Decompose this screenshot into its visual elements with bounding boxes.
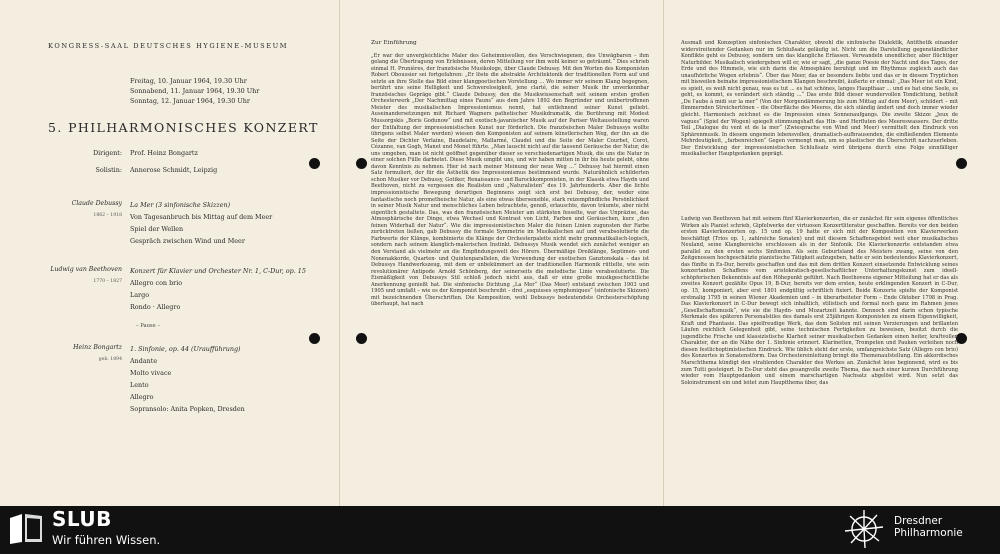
movement: Molto vivace	[130, 369, 172, 377]
movement: Allegro	[130, 393, 154, 401]
beethoven-column	[681, 216, 958, 492]
work-title: Konzert für Klavier und Orchester Nr. 1, C-Dur, op. 15	[130, 267, 306, 275]
program-list	[40, 199, 320, 415]
concert-title: 5. PHILHARMONISCHES KONZERT	[48, 120, 319, 135]
intro-heading: Zur Einführung	[371, 40, 417, 46]
slub-brand: SLUB	[52, 507, 112, 531]
composer-name: Heinz Bongartz	[73, 344, 122, 351]
work-block	[40, 343, 320, 415]
work-block	[40, 265, 320, 313]
movement: Gespräch zwischen Wind und Meer	[130, 237, 245, 245]
philharmonie-logo-icon	[843, 508, 885, 550]
philharmonie-line2: Philharmonie	[894, 526, 963, 539]
punch-hole	[356, 158, 367, 169]
work-title: La Mer (3 sinfonische Skizzen)	[130, 201, 231, 209]
intro-text: „Er war der unvergleichliche Maler des Geheimnisvollen, des Verschwiegenen, des Unwägbaren – ihm gelang die Übertragung von Erlebnissen, deren Mitteilung vor ihm wohl keiner so geträumt.“ Dies schrieb einmal H. Prunières, der französische Musikologe, über Claude Debussy. Mit den Worten des Komponisten Robert Oboussier sei fortgefahren: „Er löste die abstrakte Architektonik der traditionellen Form auf und setzte an ihre Stelle das Bild einer klangpoetischen Vorstellung ... Wo immer wir seinem Klang begegnen, berührt uns seine Helligkeit und Schwerelosigkeit, jene clarté, die seiner Musik ihr unverkennbar französisches Gepräge gibt.“ Claude Debussy, den die Musikwissenschaft seit seinem ersten großen Orchesterwerk „Der Nachmittag eines Fauns“ aus dem Jahre 1892 den Begründer und unübertroffenen Meister des musikalischen Impressionismus nennt, hat entlehnend seiner Kunst geliebt. Auseinandersetzungen mit Richard Wagners pathetischer Musikdramatik, die Berührung mit Modest Mussorgskis „Boris Godunow“ und mit exotisch-javanischer Musik auf der Pariser Weltausstellung waren der Entfaltung der impressionistischen Kunst nur förderlich. Die französischen Maler Debussys wollte übrigens selbst Maler werden) wiesen den Komponisten auf seinem künstlerischen Weg, der ihn an die Seite der Dichter Verlaine, Baudelaire, Mallarmé, Claudel und die Seite der Maler Courbet, Corot, Cézanne, van Gogh, Manet und Monet führte. „Man lauscht nicht auf die tausend Geräusche der Natur, die uns umgeben, man ist nicht geöffnet gegenüber dieser so verschiedenartigen Musik, die uns die Natur in einer solchen Fülle darbietet. Diese Musik umgibt uns, und wir haben mitten in ihr bis heute gelebt, ohne davon Kenntnis zu nehmen. Hier ist nach meiner Meinung der neue Weg ...“ Debussy hat hiermit einen Satz formuliert, der für die Ästhetik des Impressionismus bestimmend wurde. Naturähnlich schilderten schon Musiker vor Debussy, Gotiker, Renaissance- und Barockkomponisten, in der Klassik etwa Haydn und Beethoven, nicht zu vergessen die Realisten und „Naturalisten“ des 19. Jahrhunderts. Aber die lichte impressionistische Bewegung derartigen Beginnens zeigt sich erst bei Debussy, der, weder eine fantastische noch prometheische Natur, als eine etwas übersensible, stark reizempfindliche Persönlichkeit in seiner Musik Natur und menschliches Leben betrachtete, genoß, erlauschte, davon träumte, aber nicht eigentlich gestaltete. Das, was den französischen Meister am stärksten fesselte, war das Unpräzise, das Atmosphärische der Dinge, etwa Wechsel und Kontrast von Licht, Farben und Geräuschen, kurz „den feinen Widerhall der Natur“. Wie die impressionistischen Maler die feinen Linien zugunsten der Farbe zurücktreten ließen, gab Debussy die formale Symmetrie im Musikalischen auf und verabsolutierte die Farbwerte der Klänge, kombinierte die Klänge der Orchesterpalette nicht mehr grammatikalisch-logisch, sondern nach seinem klanglich-malerischen Instinkt. Debussys Musik wendet sich zunächst weniger an den Verstand als vielmehr an die Empfindungswelt des Hörers. Übermäßige Dreiklänge, Septimen- und Nonenakkorde, Quarten- und Quintenparallelen, die Verwendung der exotischen Ganztonskala – das ist Debussys Handwerkszeug, mit dem er unbekümmert an der traditionellen Harmonik rüttelte, wie sein revolutionärer Antipode Arnold Schönberg, der seinerseits die melodische Linie verabsolutierte. Die Eismäßigkeit von Debussys Stil schloß jedoch nicht aus, daß er eine große musikgeschichtliche Anerkennung genießt hat. Die sinfonische Dichtung „La Mer“ (Das Meer) entstand zwischen 1903 und 1905 und umfaßt – wie es der Komponist beschreibt – drei „esquisses symphoniques“ (sinfonische Skizzen) mit bezeichnenden Überschriften. Die Komposition, wohl Debussys bedeutendste Orchesterschöpfung überhaupt, hat nach	[371, 52, 649, 308]
movement: Spiel der Wellen	[130, 225, 184, 233]
conductor-row	[40, 149, 320, 157]
composer-name: Claude Debussy	[71, 200, 122, 207]
date-line: Sonntag, 12. Januar 1964, 19.30 Uhr	[130, 97, 250, 105]
beethoven-text: Ludwig van Beethoven hat mit seinem fünf Klavierkonzerten, die er zunächst für sein eigenes öffentliches Wirken als Pianist schrieb, Gipfelwerke der virtuosen Konzertliteratur geschaffen. Bereits vor den beiden ersten Klavierkonzerten op. 15 und op. 19 hatte er sich mit der Komposition von Klavierwerken beschäftigt (Trios op. 1, zahlreiche Sonaten) und mit diesem Schaffensgebiet weit eher musikalisches Neuland, seine Klangbereiche erschlossen als in der Sinfonik. Die Klavierkonzerte entstanden etwa parallel zu den ersten sechs Sinfonien. Als sein Geburtsland des Meisters zwang, seine von den Zeitgenossen hochgeschätzte pianistische Tätigkeit aufzugeben, hatte er sein bedeutendes Klavierkonzert, das fünfte in Es-Dur, bereits geschaffen und das mit dem dritten Konzert einsetzende Entwicklung seines konzertanten Schaffens vom aristokratisch-gesellschaftlicher Unterhaltungskunst zum ideell-schöpferischen Bekenntnis auf den Höhepunkt geführt. Nach Beethovens eigener Mitteilung hat er das als zweites Konzert gezählte Opus 19, B-Dur, bereits vor dem ersten, heute erklingenden Konzert in C-Dur, op. 15, komponiert, aber erst 1801 endgültig schriftlich fixiert. Beide Konzerte spielte der Komponist erstmalig 1795 in seinen Wiener Akademien und – in überarbeiteter Form – Ende Oktober 1798 in Prag. Das Klavierkonzert in C-Dur bewegt sich inhaltlich, stilistisch und formal noch ganz im Rahmen jenes „Gesellschaftsmusik“, wie sie die Haydn- und Mozartzeit kannte. Dennoch sind darin schon typische Merkmale des späteren Personalstiles des damals erst 25jährigen Komponisten zu einem Eigenwilligkeit, Kraft und Phantasie. Das spielfreudige Werk, das dem Solisten mit seinen Verzierungen und brillanten Läufen reichlich Gelegenheit gibt, seine technischen Fertigkeiten zu beweisen, besitzt durch die jugendliche Frische und klassizistische Klarheit seiner musikalischen Gedanken einen heiter, kraftvollen Charakter, der an die Nähe der 1. Sinfonie erinnert. Klarinetten, Trompeten und Pauken verleihen noch diesen festlichoptimistischen Eindruck. Wie üblich steht der erste, umfangreichste Satz (Allegro con brio) des Konzertes in Sonatenstform. Das Orchestereinleitung bringt die Themenaufstellung. Ein akkordisches Marschthema kündigt den strahlenden Charakter des Werkes an. Zunächst leise beginnend, wird es bis zum Tutti gesteigert. In Es-Dur steht das gesangvolle zweite Thema, das nach einer kurzen Durchführung wieder vom Hauptgedanken und einem marschartigen Nachsatz abgelöst wird. Nun setzt das Soloinstrument ein und leitet zum Hauptthema über, das	[681, 216, 958, 386]
composer-years: geb. 1894	[98, 357, 122, 362]
date-line: Sonnabend, 11. Januar 1964, 19.30 Uhr	[130, 87, 260, 95]
work-block	[40, 199, 320, 247]
fold-line	[663, 0, 664, 506]
movement: Allegro con brio	[130, 279, 183, 287]
fold-line	[339, 0, 340, 506]
composer-years: 1862 – 1918	[93, 213, 122, 218]
concert-dates	[130, 76, 320, 106]
debussy-text: Ausmaß und Konzeption sinfonischen Charakter, obwohl die sinfonische Dialektik, Antithetik einander widerstreitender Gedanken nur im Schlußsatz geläufig ist. Nicht um die Darstellung gegenständlicher Konflikte geht es Debussy, sondern um das klangliche Erfassen. Verwandeln unendlicher, aber flüchtiger Naturbilder. Musikalisch wiedergeben will er, wie er sagt, „die ganze Poesie der Nacht und des Tages, der Erde und des Himmels, wie sich darin die Atmosphäre beruhigt und im Rhythmus zugleich auch das unaufhörliche Wogen erlebnis“. Über das Meer, das er besonders liebte und das er in diesem Tryptichon mit bisweilen beinahe impressionistischem Klangen beschreibt, äußerte er einmal: „Das Meer ist ein Kind, es spielt, es weiß nicht genau, was es tut ... es hat schönes, langes Haupthaar ... und es hat eine Seele, es geht, es kommt, es verändert sich ständig ...“ Das erste Bild dieser wundervollen Tondichtung, betitelt „De l'aube à midi sur la mer“ (Von der Morgendämmerung bis zum Mittag auf dem Meer), schildert – mit flimmernden Streichertönen – die Oberfläche des Meeres, die sich ständig ändert und doch immer wieder gleicht. Harmonisch zeichnet es die Impression eines Sonnenaufgangs. Die zweite Skizze „Jeux de vagues“ (Spiel der Wogen) spiegelt stimmungshaft das Hin- und Herfluten des Meereswassers. Der dritte Teil „Dialogue du vent et de la mer“ (Zwiesprache von Wind und Meer) vermittelt den Eindruck von Sphärenmusik. In diesem ungemein lebensvollen, dramatisch-aufbrausenden, die einfließenden Elemente Mehrdeutigkeit, „farbenreichen“ Gegen vermengt man, um so plastischer die Überschrift nachzuerleben. Der Entwicklung der impressionistischen Schlußsatz wird übrigens durch eine Folge sinnfälliger musikalischer Hauptgedanken geprägt.	[681, 40, 958, 158]
slub-tagline: Wir führen Wissen.	[52, 533, 161, 547]
movement: Von Tagesanbruch bis Mittag auf dem Meer	[130, 213, 273, 221]
conductor-label: Dirigent:	[93, 149, 122, 157]
soloist-row	[40, 166, 320, 174]
conductor-name: Prof. Heinz Bongartz	[130, 149, 198, 157]
composer-years: 1770 – 1827	[93, 279, 122, 284]
composer-name: Ludwig van Beethoven	[50, 266, 122, 273]
slub-logo-icon	[8, 510, 44, 546]
soprano-solo: Sopransolo: Anita Popken, Dresden	[130, 405, 245, 413]
punch-hole	[356, 333, 367, 344]
philharmonie-name	[894, 516, 963, 539]
movement: Largo	[130, 291, 150, 299]
debussy-column	[681, 40, 958, 211]
philharmonie-line1: Dresdner	[894, 515, 943, 527]
movement: Lento	[130, 381, 149, 389]
work-title: 1. Sinfonie, op. 44 (Uraufführung)	[130, 345, 241, 353]
date-line: Freitag, 10. Januar 1964, 19.30 Uhr	[130, 77, 247, 85]
hall-name: KONGRESS-SAAL DEUTSCHES HYGIENE-MUSEUM	[48, 42, 289, 50]
pause-label: – Pause –	[136, 323, 160, 329]
movement: Rondo · Allegro	[130, 303, 181, 311]
intro-column	[371, 40, 649, 492]
soloist-label: Solistin:	[95, 166, 122, 174]
soloist-name: Annerose Schmidt, Leipzig	[130, 166, 218, 174]
program-panel	[40, 42, 320, 433]
movement: Andante	[130, 357, 158, 365]
